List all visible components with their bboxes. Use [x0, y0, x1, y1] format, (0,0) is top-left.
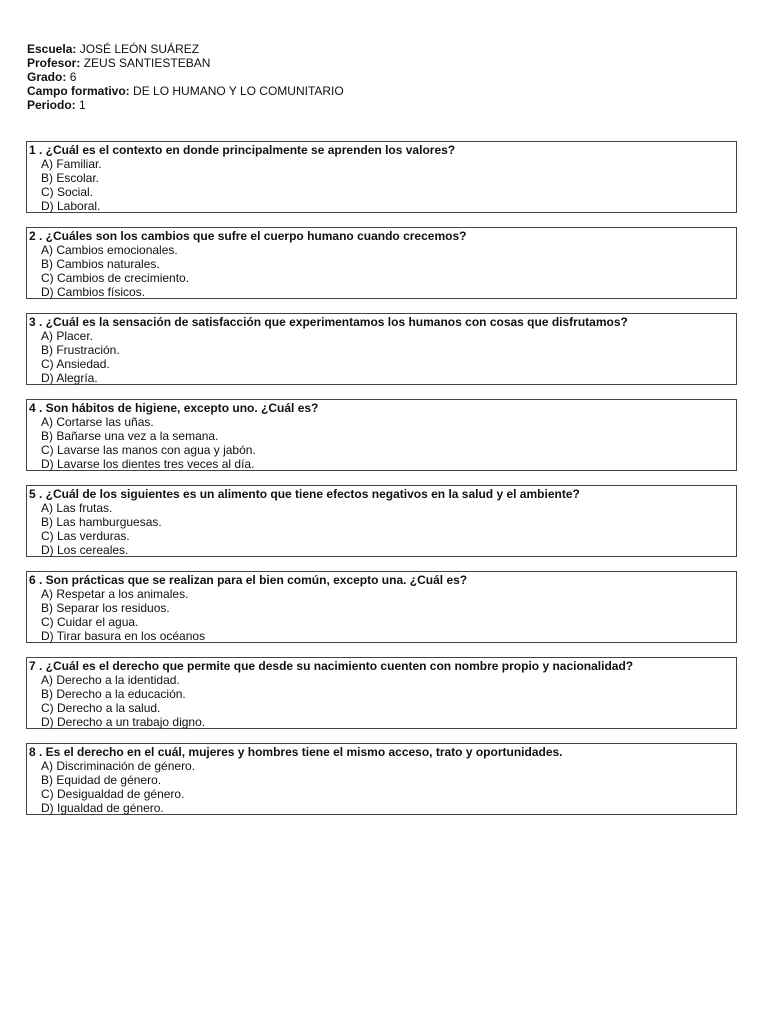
profesor-value: ZEUS SANTIESTEBAN [83, 56, 211, 70]
question-title: 7 . ¿Cuál es el derecho que permite que desde su nacimiento cuenten con nombre propio y nacionalidad? [29, 659, 634, 673]
option-c: C) Desigualdad de género. [41, 787, 185, 801]
option-d: D) Cambios físicos. [41, 285, 146, 299]
grado-value: 6 [69, 70, 77, 84]
option-d: D) Derecho a un trabajo digno. [41, 715, 206, 729]
option-d: D) Igualdad de género. [41, 801, 164, 815]
option-b: B) Separar los residuos. [41, 601, 170, 615]
question-title: 1 . ¿Cuál es el contexto en donde principalmente se aprenden los valores? [29, 143, 456, 157]
grado-line [27, 70, 344, 84]
option-a: A) Las frutas. [41, 501, 113, 515]
option-d: D) Lavarse los dientes tres veces al día. [41, 457, 255, 471]
option-b: B) Derecho a la educación. [41, 687, 186, 701]
profesor-label: Profesor: [27, 56, 81, 70]
option-a: A) Familiar. [41, 157, 102, 171]
option-c: C) Las verduras. [41, 529, 130, 543]
question-title: 2 . ¿Cuáles son los cambios que sufre el cuerpo humano cuando crecemos? [29, 229, 467, 243]
campo-label: Campo formativo: [27, 84, 130, 98]
periodo-line [27, 98, 344, 112]
option-c: C) Cuidar el agua. [41, 615, 139, 629]
question-box [26, 141, 737, 213]
option-c: C) Cambios de crecimiento. [41, 271, 190, 285]
option-a: A) Respetar a los animales. [41, 587, 189, 601]
option-c: C) Lavarse las manos con agua y jabón. [41, 443, 256, 457]
question-title: 4 . Son hábitos de higiene, excepto uno. ¿Cuál es? [29, 401, 319, 415]
campo-value: DE LO HUMANO Y LO COMUNITARIO [133, 84, 344, 98]
option-b: B) Bañarse una vez a la semana. [41, 429, 219, 443]
question-title: 8 . Es el derecho en el cuál, mujeres y hombres tiene el mismo acceso, trato y oportunidades. [29, 745, 563, 759]
question-box [26, 743, 737, 815]
question-title: 5 . ¿Cuál de los siguientes es un alimento que tiene efectos negativos en la salud y el ambiente? [29, 487, 580, 501]
option-c: C) Social. [41, 185, 94, 199]
grado-label: Grado: [27, 70, 67, 84]
option-c: C) Ansiedad. [41, 357, 110, 371]
question-list [26, 141, 737, 829]
option-d: D) Tirar basura en los océanos [41, 629, 206, 643]
question-box [26, 485, 737, 557]
option-a: A) Derecho a la identidad. [41, 673, 180, 687]
periodo-label: Periodo: [27, 98, 76, 112]
question-title: 6 . Son prácticas que se realizan para el bien común, excepto una. ¿Cuál es? [29, 573, 468, 587]
option-d: D) Los cereales. [41, 543, 129, 557]
question-box [26, 571, 737, 643]
campo-line [27, 84, 344, 98]
option-b: B) Frustración. [41, 343, 120, 357]
option-c: C) Derecho a la salud. [41, 701, 161, 715]
periodo-value: 1 [79, 98, 86, 112]
option-b: B) Las hamburguesas. [41, 515, 162, 529]
option-a: A) Discriminación de género. [41, 759, 196, 773]
option-d: D) Laboral. [41, 199, 101, 213]
option-a: A) Placer. [41, 329, 94, 343]
question-box [26, 313, 737, 385]
document-header [27, 42, 344, 112]
profesor-line [27, 56, 344, 70]
option-a: A) Cortarse las uñas. [41, 415, 154, 429]
option-b: B) Cambios naturales. [41, 257, 160, 271]
option-d: D) Alegría. [41, 371, 98, 385]
option-b: B) Equidad de género. [41, 773, 162, 787]
question-title: 3 . ¿Cuál es la sensación de satisfacción que experimentamos los humanos con cosas que disfrutamos? [29, 315, 628, 329]
escuela-value: JOSÉ LEÓN SUÁREZ [79, 42, 200, 56]
escuela-line [27, 42, 344, 56]
escuela-label: Escuela: [27, 42, 77, 56]
option-b: B) Escolar. [41, 171, 100, 185]
option-a: A) Cambios emocionales. [41, 243, 178, 257]
question-box [26, 657, 737, 729]
question-box [26, 399, 737, 471]
question-box [26, 227, 737, 299]
